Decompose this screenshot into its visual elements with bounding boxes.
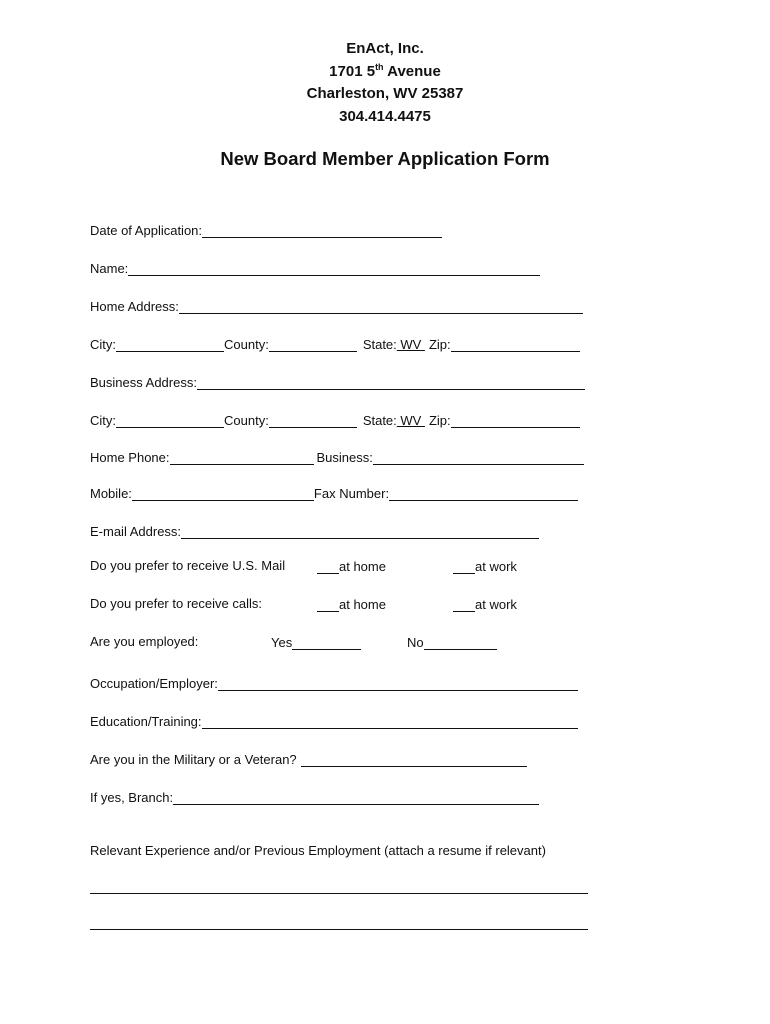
company-street: [0, 61, 770, 84]
street-number: 1701 5: [329, 62, 376, 80]
mail-home-option[interactable]: [317, 558, 386, 574]
mail-pref-label: Do you prefer to receive U.S. Mail: [90, 558, 286, 573]
home-zip-field[interactable]: [451, 336, 580, 352]
date-row: [90, 218, 442, 238]
occupation-field[interactable]: [218, 675, 578, 691]
home-county-field[interactable]: [269, 336, 357, 352]
military-row: [90, 747, 527, 767]
email-label: E-mail Address:: [90, 524, 182, 539]
name-field[interactable]: [128, 260, 540, 276]
home-city-field[interactable]: [116, 336, 224, 352]
employed-no-option[interactable]: [407, 634, 497, 650]
name-row: [90, 256, 540, 276]
home-phone-field[interactable]: [170, 449, 314, 465]
form-title: New Board Member Application Form: [220, 148, 550, 169]
mobile-row: [90, 481, 578, 501]
branch-row: [90, 785, 539, 805]
business-county-field[interactable]: [269, 412, 357, 428]
occupation-row: [90, 671, 578, 691]
mobile-field[interactable]: [132, 485, 314, 501]
military-field[interactable]: [301, 751, 527, 767]
business-address-field[interactable]: [197, 374, 585, 390]
zip-label: Zip:: [428, 337, 451, 352]
business-phone-label: Business:: [316, 450, 373, 465]
branch-field[interactable]: [173, 789, 539, 805]
fax-field[interactable]: [389, 485, 578, 501]
date-field[interactable]: [202, 222, 442, 238]
military-label: Are you in the Military or a Veteran?: [90, 752, 297, 767]
state-label: State:: [362, 413, 397, 428]
education-row: [90, 709, 578, 729]
occupation-label: Occupation/Employer:: [90, 676, 218, 691]
fax-label: Fax Number:: [313, 486, 390, 501]
employed-label: Are you employed:: [90, 634, 199, 649]
business-zip-field[interactable]: [451, 412, 580, 428]
zip-label: Zip:: [428, 413, 451, 428]
home-address-label: Home Address:: [90, 299, 179, 314]
street-ordinal: th: [375, 61, 384, 72]
calls-home-option[interactable]: [317, 596, 386, 612]
phone-row: [90, 445, 584, 465]
business-address-row: [90, 370, 585, 390]
employed-yes-blank[interactable]: [292, 634, 361, 650]
business-city-field[interactable]: [116, 412, 224, 428]
mail-work-label: at work: [475, 559, 517, 574]
mail-work-blank[interactable]: [453, 558, 475, 574]
home-address-row: [90, 294, 583, 314]
employed-yes-label: Yes: [271, 635, 293, 650]
county-label: County:: [224, 337, 269, 352]
home-phone-label: Home Phone:: [90, 450, 170, 465]
email-field[interactable]: [181, 523, 539, 539]
city-label: City:: [90, 413, 116, 428]
mail-home-blank[interactable]: [317, 558, 339, 574]
home-address-field[interactable]: [179, 298, 583, 314]
mail-work-option[interactable]: [453, 558, 517, 574]
calls-home-blank[interactable]: [317, 596, 339, 612]
mobile-label: Mobile:: [90, 486, 132, 501]
street-name: Avenue: [383, 62, 441, 80]
company-name: EnAct, Inc.: [346, 40, 424, 57]
calls-work-label: at work: [475, 597, 517, 612]
education-label: Education/Training:: [90, 714, 202, 729]
employed-no-blank[interactable]: [424, 634, 497, 650]
mail-home-label: at home: [339, 559, 386, 574]
letterhead: [0, 38, 770, 128]
employed-no-label: No: [407, 635, 424, 650]
calls-pref-label: Do you prefer to receive calls:: [90, 596, 262, 611]
branch-label: If yes, Branch:: [90, 790, 174, 805]
experience-line-1[interactable]: [90, 893, 588, 894]
business-address-label: Business Address:: [90, 375, 197, 390]
calls-home-label: at home: [339, 597, 386, 612]
city-label: City:: [90, 337, 116, 352]
company-city: Charleston, WV 25387: [306, 85, 464, 102]
home-city-row: [90, 332, 580, 352]
employed-yes-option[interactable]: [271, 634, 361, 650]
experience-label: Relevant Experience and/or Previous Employment (attach a resume if relevant): [90, 843, 546, 858]
calls-work-blank[interactable]: [453, 596, 475, 612]
business-city-row: [90, 408, 580, 428]
experience-line-2[interactable]: [90, 929, 588, 930]
company-phone: 304.414.4475: [339, 107, 431, 125]
business-phone-field[interactable]: [373, 449, 584, 465]
business-state-value[interactable]: WV: [396, 413, 425, 428]
education-field[interactable]: [202, 713, 578, 729]
email-row: [90, 519, 539, 539]
home-state-value[interactable]: WV: [396, 337, 425, 352]
calls-work-option[interactable]: [453, 596, 517, 612]
state-label: State:: [362, 337, 397, 352]
name-label: Name:: [90, 261, 129, 276]
county-label: County:: [224, 413, 269, 428]
date-label: Date of Application:: [90, 223, 203, 238]
